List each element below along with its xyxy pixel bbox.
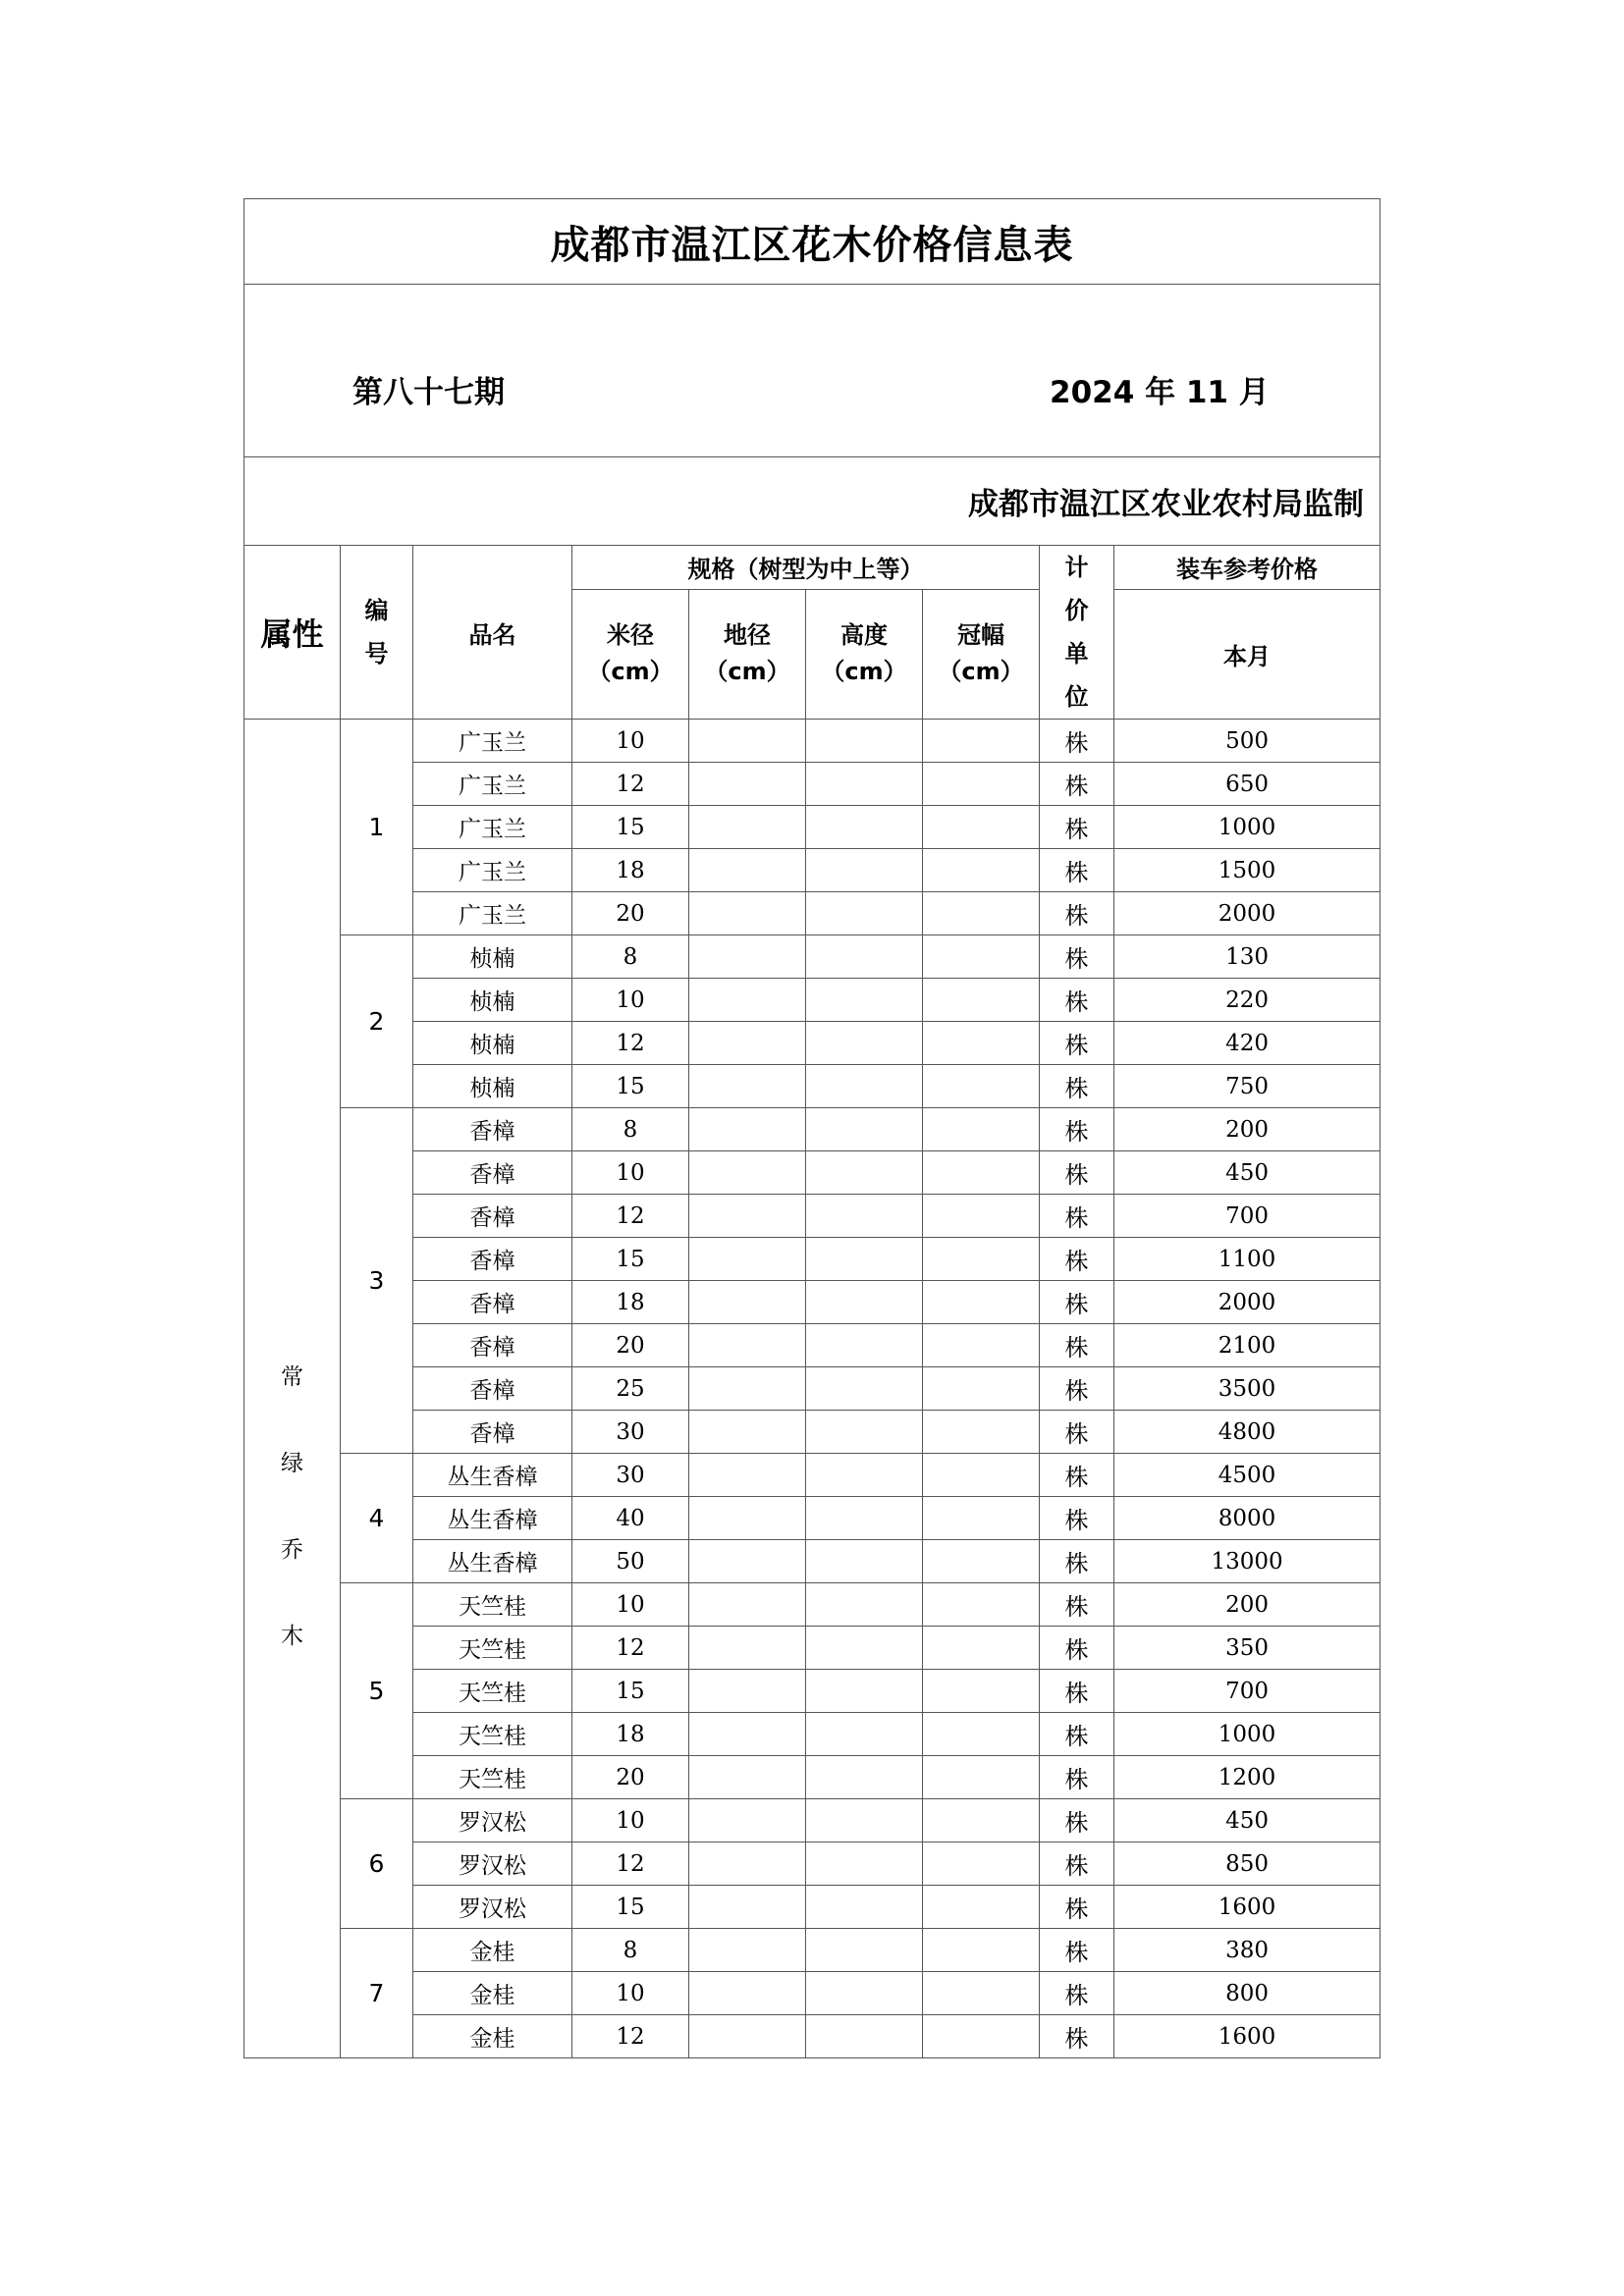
table-row [244, 1842, 1380, 1886]
guanfu-value [923, 1151, 1040, 1195]
guanfu-value [923, 979, 1040, 1022]
mijing-value: 18 [572, 1713, 689, 1756]
group-number: 3 [341, 1108, 413, 1454]
table-row [244, 1540, 1380, 1583]
product-name: 桢楠 [413, 979, 572, 1022]
gaodu-value [806, 1022, 923, 1065]
product-name: 天竺桂 [413, 1713, 572, 1756]
price-value: 2000 [1114, 1281, 1380, 1324]
dijing-value [689, 763, 806, 806]
dijing-value [689, 1583, 806, 1627]
table-row [244, 1929, 1380, 1972]
header-guanfu-unit: （cm） [938, 657, 1024, 685]
gaodu-value [806, 1238, 923, 1281]
group-number: 5 [341, 1583, 413, 1799]
mijing-value: 10 [572, 979, 689, 1022]
category-cell [244, 720, 341, 2058]
price-value: 3500 [1114, 1367, 1380, 1411]
header-spec: 规格（树型为中上等） [572, 546, 1040, 590]
guanfu-value [923, 806, 1040, 849]
price-unit: 株 [1040, 1627, 1114, 1670]
gaodu-value [806, 849, 923, 892]
price-value: 500 [1114, 720, 1380, 763]
price-value: 2100 [1114, 1324, 1380, 1367]
header-gaodu-unit: （cm） [821, 657, 907, 685]
mijing-value: 10 [572, 1972, 689, 2015]
dijing-value [689, 1022, 806, 1065]
mijing-value: 12 [572, 1022, 689, 1065]
supervisor-line: 成都市温江区农业农村局监制 [244, 457, 1380, 546]
dijing-value [689, 849, 806, 892]
gaodu-value [806, 1195, 923, 1238]
price-value: 380 [1114, 1929, 1380, 1972]
dijing-value [689, 1151, 806, 1195]
category-label: 常 绿 乔 木 [281, 1363, 303, 1649]
header-guanfu [923, 589, 1040, 719]
product-name: 香樟 [413, 1151, 572, 1195]
price-value: 4500 [1114, 1454, 1380, 1497]
dijing-value [689, 1799, 806, 1842]
header-dijing-unit: （cm） [704, 657, 790, 685]
product-name: 香樟 [413, 1367, 572, 1411]
price-value: 8000 [1114, 1497, 1380, 1540]
mijing-value: 8 [572, 1108, 689, 1151]
dijing-value [689, 1411, 806, 1454]
guanfu-value [923, 1842, 1040, 1886]
mijing-value: 12 [572, 1627, 689, 1670]
header-gaodu-label: 高度 [840, 620, 888, 649]
product-name: 天竺桂 [413, 1627, 572, 1670]
gaodu-value [806, 1799, 923, 1842]
mijing-value: 20 [572, 892, 689, 935]
price-unit: 株 [1040, 1065, 1114, 1108]
mijing-value: 50 [572, 1540, 689, 1583]
group-number: 2 [341, 935, 413, 1108]
guanfu-value [923, 720, 1040, 763]
price-value: 750 [1114, 1065, 1380, 1108]
mijing-value: 15 [572, 1886, 689, 1929]
price-value: 1100 [1114, 1238, 1380, 1281]
price-value: 1500 [1114, 849, 1380, 892]
dijing-value [689, 1195, 806, 1238]
product-name: 丛生香樟 [413, 1540, 572, 1583]
price-value: 450 [1114, 1799, 1380, 1842]
product-name: 香樟 [413, 1238, 572, 1281]
dijing-value [689, 1324, 806, 1367]
mijing-value: 8 [572, 1929, 689, 1972]
table-row [244, 1454, 1380, 1497]
dijing-value [689, 1540, 806, 1583]
guanfu-value [923, 1324, 1040, 1367]
group-number: 7 [341, 1929, 413, 2058]
product-name: 罗汉松 [413, 1886, 572, 1929]
product-name: 广玉兰 [413, 806, 572, 849]
product-name: 广玉兰 [413, 849, 572, 892]
product-name: 香樟 [413, 1281, 572, 1324]
dijing-value [689, 1713, 806, 1756]
gaodu-value [806, 1842, 923, 1886]
mijing-value: 15 [572, 806, 689, 849]
guanfu-value [923, 1929, 1040, 1972]
dijing-value [689, 1238, 806, 1281]
price-value: 850 [1114, 1842, 1380, 1886]
table-row [244, 1367, 1380, 1411]
gaodu-value [806, 1627, 923, 1670]
price-value: 2000 [1114, 892, 1380, 935]
table-row [244, 1972, 1380, 2015]
table-row [244, 892, 1380, 935]
product-name: 罗汉松 [413, 1799, 572, 1842]
price-unit: 株 [1040, 1886, 1114, 1929]
price-value: 650 [1114, 763, 1380, 806]
mijing-value: 15 [572, 1238, 689, 1281]
table-row [244, 1238, 1380, 1281]
product-name: 香樟 [413, 1195, 572, 1238]
dijing-value [689, 806, 806, 849]
dijing-value [689, 892, 806, 935]
price-value: 200 [1114, 1583, 1380, 1627]
header-unit: 计 价 单 位 [1040, 546, 1114, 720]
price-unit: 株 [1040, 1842, 1114, 1886]
dijing-value [689, 1886, 806, 1929]
product-name: 丛生香樟 [413, 1454, 572, 1497]
gaodu-value [806, 1670, 923, 1713]
product-name: 罗汉松 [413, 1842, 572, 1886]
table-row [244, 1627, 1380, 1670]
price-value: 1600 [1114, 1886, 1380, 1929]
price-unit: 株 [1040, 1713, 1114, 1756]
product-name: 桢楠 [413, 935, 572, 979]
gaodu-value [806, 1972, 923, 2015]
price-value: 450 [1114, 1151, 1380, 1195]
price-value: 1200 [1114, 1756, 1380, 1799]
gaodu-value [806, 1454, 923, 1497]
price-unit: 株 [1040, 1929, 1114, 1972]
table-row [244, 1756, 1380, 1799]
dijing-value [689, 1929, 806, 1972]
gaodu-value [806, 763, 923, 806]
group-number: 4 [341, 1454, 413, 1583]
mijing-value: 20 [572, 1756, 689, 1799]
gaodu-value [806, 1411, 923, 1454]
gaodu-value [806, 935, 923, 979]
price-unit: 株 [1040, 1324, 1114, 1367]
issue-date: 2024 年 11 月 [1050, 375, 1270, 410]
header-mijing [572, 589, 689, 719]
price-unit: 株 [1040, 1540, 1114, 1583]
price-unit: 株 [1040, 1756, 1114, 1799]
dijing-value [689, 1454, 806, 1497]
price-unit: 株 [1040, 892, 1114, 935]
table-row [244, 2015, 1380, 2058]
product-name: 金桂 [413, 1929, 572, 1972]
table-row [244, 1195, 1380, 1238]
price-unit: 株 [1040, 979, 1114, 1022]
header-gaodu [806, 589, 923, 719]
table-row [244, 1281, 1380, 1324]
price-unit: 株 [1040, 720, 1114, 763]
gaodu-value [806, 1756, 923, 1799]
mijing-value: 10 [572, 1799, 689, 1842]
gaodu-value [806, 1367, 923, 1411]
gaodu-value [806, 1151, 923, 1195]
gaodu-value [806, 1713, 923, 1756]
gaodu-value [806, 892, 923, 935]
table-row [244, 763, 1380, 806]
guanfu-value [923, 1972, 1040, 2015]
table-row [244, 720, 1380, 763]
guanfu-value [923, 849, 1040, 892]
product-name: 桢楠 [413, 1065, 572, 1108]
price-unit: 株 [1040, 763, 1114, 806]
mijing-value: 8 [572, 935, 689, 979]
product-name: 金桂 [413, 2015, 572, 2058]
dijing-value [689, 1670, 806, 1713]
mijing-value: 20 [572, 1324, 689, 1367]
guanfu-value [923, 1108, 1040, 1151]
mijing-value: 15 [572, 1065, 689, 1108]
product-name: 金桂 [413, 1972, 572, 2015]
guanfu-value [923, 1411, 1040, 1454]
price-value: 1600 [1114, 2015, 1380, 2058]
guanfu-value [923, 1367, 1040, 1411]
dijing-value [689, 1065, 806, 1108]
dijing-value [689, 1842, 806, 1886]
guanfu-value [923, 1583, 1040, 1627]
dijing-value [689, 1108, 806, 1151]
gaodu-value [806, 979, 923, 1022]
table-row [244, 1799, 1380, 1842]
price-unit: 株 [1040, 2015, 1114, 2058]
mijing-value: 30 [572, 1411, 689, 1454]
price-sheet [244, 198, 1380, 2058]
guanfu-value [923, 935, 1040, 979]
price-unit: 株 [1040, 1108, 1114, 1151]
mijing-value: 25 [572, 1367, 689, 1411]
dijing-value [689, 1367, 806, 1411]
product-name: 广玉兰 [413, 763, 572, 806]
product-name: 天竺桂 [413, 1583, 572, 1627]
price-unit: 株 [1040, 1799, 1114, 1842]
price-value: 350 [1114, 1627, 1380, 1670]
header-dijing-label: 地径 [724, 620, 771, 649]
price-value: 130 [1114, 935, 1380, 979]
table-row [244, 1713, 1380, 1756]
product-name: 香樟 [413, 1324, 572, 1367]
gaodu-value [806, 1497, 923, 1540]
header-price-group: 装车参考价格 [1114, 546, 1380, 590]
gaodu-value [806, 1108, 923, 1151]
mijing-value: 12 [572, 2015, 689, 2058]
product-name: 广玉兰 [413, 720, 572, 763]
gaodu-value [806, 2015, 923, 2058]
price-value: 700 [1114, 1195, 1380, 1238]
guanfu-value [923, 1238, 1040, 1281]
mijing-value: 12 [572, 763, 689, 806]
dijing-value [689, 935, 806, 979]
header-name: 品名 [413, 546, 572, 720]
header-mijing-unit: （cm） [587, 657, 674, 685]
table-row [244, 849, 1380, 892]
group-number: 1 [341, 720, 413, 935]
gaodu-value [806, 806, 923, 849]
product-name: 香樟 [413, 1411, 572, 1454]
table-row [244, 935, 1380, 979]
mijing-value: 30 [572, 1454, 689, 1497]
price-value: 1000 [1114, 806, 1380, 849]
price-unit: 株 [1040, 1583, 1114, 1627]
guanfu-value [923, 2015, 1040, 2058]
guanfu-value [923, 1065, 1040, 1108]
table-row [244, 1108, 1380, 1151]
price-table [244, 198, 1380, 2058]
product-name: 天竺桂 [413, 1670, 572, 1713]
price-value: 220 [1114, 979, 1380, 1022]
guanfu-value [923, 1195, 1040, 1238]
gaodu-value [806, 1324, 923, 1367]
price-value: 1000 [1114, 1713, 1380, 1756]
product-name: 香樟 [413, 1108, 572, 1151]
mijing-value: 40 [572, 1497, 689, 1540]
gaodu-value [806, 1886, 923, 1929]
guanfu-value [923, 1799, 1040, 1842]
mijing-value: 18 [572, 1281, 689, 1324]
header-attribute: 属性 [244, 546, 341, 720]
gaodu-value [806, 1583, 923, 1627]
guanfu-value [923, 1540, 1040, 1583]
price-unit: 株 [1040, 1497, 1114, 1540]
guanfu-value [923, 1497, 1040, 1540]
dijing-value [689, 720, 806, 763]
table-row [244, 1151, 1380, 1195]
price-value: 4800 [1114, 1411, 1380, 1454]
dijing-value [689, 2015, 806, 2058]
gaodu-value [806, 1065, 923, 1108]
dijing-value [689, 1972, 806, 2015]
dijing-value [689, 1756, 806, 1799]
gaodu-value [806, 720, 923, 763]
mijing-value: 12 [572, 1195, 689, 1238]
period-row [244, 285, 1380, 456]
mijing-value: 10 [572, 1583, 689, 1627]
product-name: 广玉兰 [413, 892, 572, 935]
group-number: 6 [341, 1799, 413, 1929]
guanfu-value [923, 1454, 1040, 1497]
price-unit: 株 [1040, 1238, 1114, 1281]
price-unit: 株 [1040, 849, 1114, 892]
price-unit: 株 [1040, 1367, 1114, 1411]
guanfu-value [923, 1886, 1040, 1929]
guanfu-value [923, 1670, 1040, 1713]
table-row [244, 1670, 1380, 1713]
product-name: 丛生香樟 [413, 1497, 572, 1540]
product-name: 天竺桂 [413, 1756, 572, 1799]
header-this-month: 本月 [1114, 589, 1380, 719]
header-dijing [689, 589, 806, 719]
price-unit: 株 [1040, 1151, 1114, 1195]
table-row [244, 1065, 1380, 1108]
price-value: 200 [1114, 1108, 1380, 1151]
issue-number: 第八十七期 [352, 375, 505, 410]
price-unit: 株 [1040, 1411, 1114, 1454]
price-value: 420 [1114, 1022, 1380, 1065]
header-number: 编 号 [341, 546, 413, 720]
product-name: 桢楠 [413, 1022, 572, 1065]
document-title: 成都市温江区花木价格信息表 [244, 199, 1380, 285]
price-value: 13000 [1114, 1540, 1380, 1583]
guanfu-value [923, 1713, 1040, 1756]
table-row [244, 1324, 1380, 1367]
price-unit: 株 [1040, 806, 1114, 849]
dijing-value [689, 1627, 806, 1670]
table-row [244, 1497, 1380, 1540]
guanfu-value [923, 892, 1040, 935]
mijing-value: 10 [572, 1151, 689, 1195]
mijing-value: 18 [572, 849, 689, 892]
guanfu-value [923, 763, 1040, 806]
table-row [244, 806, 1380, 849]
table-row [244, 1583, 1380, 1627]
mijing-value: 15 [572, 1670, 689, 1713]
guanfu-value [923, 1281, 1040, 1324]
table-row [244, 1411, 1380, 1454]
table-row [244, 1886, 1380, 1929]
price-unit: 株 [1040, 1195, 1114, 1238]
gaodu-value [806, 1281, 923, 1324]
price-unit: 株 [1040, 1670, 1114, 1713]
guanfu-value [923, 1627, 1040, 1670]
price-value: 700 [1114, 1670, 1380, 1713]
guanfu-value [923, 1022, 1040, 1065]
mijing-value: 12 [572, 1842, 689, 1886]
mijing-value: 10 [572, 720, 689, 763]
price-unit: 株 [1040, 1022, 1114, 1065]
price-value: 800 [1114, 1972, 1380, 2015]
price-unit: 株 [1040, 1972, 1114, 2015]
gaodu-value [806, 1540, 923, 1583]
guanfu-value [923, 1756, 1040, 1799]
table-row [244, 1022, 1380, 1065]
dijing-value [689, 1281, 806, 1324]
dijing-value [689, 1497, 806, 1540]
header-mijing-label: 米径 [607, 620, 654, 649]
dijing-value [689, 979, 806, 1022]
table-row [244, 979, 1380, 1022]
price-unit: 株 [1040, 1454, 1114, 1497]
gaodu-value [806, 1929, 923, 1972]
price-unit: 株 [1040, 935, 1114, 979]
price-unit: 株 [1040, 1281, 1114, 1324]
header-guanfu-label: 冠幅 [957, 620, 1004, 649]
